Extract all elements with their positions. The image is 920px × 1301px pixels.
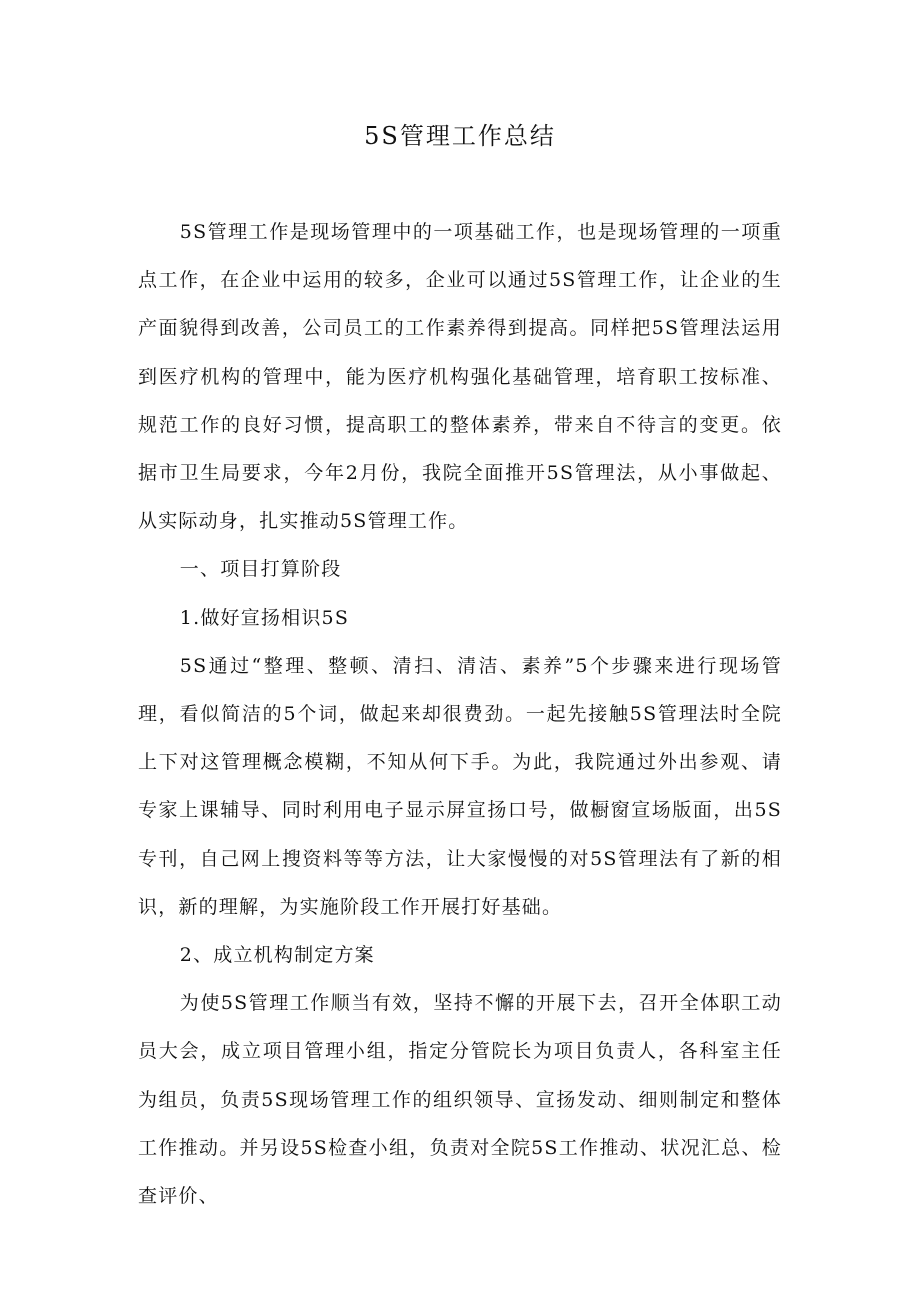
paragraph-organization: 为使5S管理工作顺当有效，坚持不懈的开展下去，召开全体职工动员大会，成立项目管理小组，指定分管院长为项目负责人，各科室主任为组员，负责5S现场管理工作的组织领导、宣扬发动、细则制定和整体工作推动。并另设5S检查小组，负责对全院5S工作推动、状况汇总、检查评价、 (138, 992, 782, 1208)
section-heading-planning: 一、项目打算阶段 (179, 558, 342, 581)
subsection-heading-publicity: 1.做好宣扬相识5S (179, 606, 350, 629)
paragraph-intro: 5S管理工作是现场管理中的一项基础工作，也是现场管理的一项重点工作，在企业中运用的较多，企业可以通过5S管理工作，让企业的生产面貌得到改善，公司员工的工作素养得到提高。同样把5S管理法运用到医疗机构的管理中，能为医疗机构强化基础管理，培育职工按标准、规范工作的良好习惯，提高职工的整体素养，带来自不待言的变更。依据市卫生局要求，今年2月份，我院全面推开5S管理法，从小事做起、从实际动身，扎实推动5S管理工作。 (138, 221, 782, 533)
subsection-heading-organization: 2、成立机构制定方案 (179, 944, 375, 967)
document-title: 5S管理工作总结 (364, 122, 556, 150)
paragraph-publicity: 5S通过“整理、整顿、清扫、清洁、素养”5个步骤来进行现场管理，看似简洁的5个词，做起来却很费劲。一起先接触5S管理法时全院上下对这管理概念模糊，不知从何下手。为此，我院通过外出参观、请专家上课辅导、同时利用电子显示屏宣扬口号，做橱窗宣场版面，出5S专刊，自己网上搜资料等等方法，让大家慢慢的对5S管理法有了新的相识，新的理解，为实施阶段工作开展打好基础。 (138, 654, 782, 918)
document-body (138, 208, 782, 1220)
